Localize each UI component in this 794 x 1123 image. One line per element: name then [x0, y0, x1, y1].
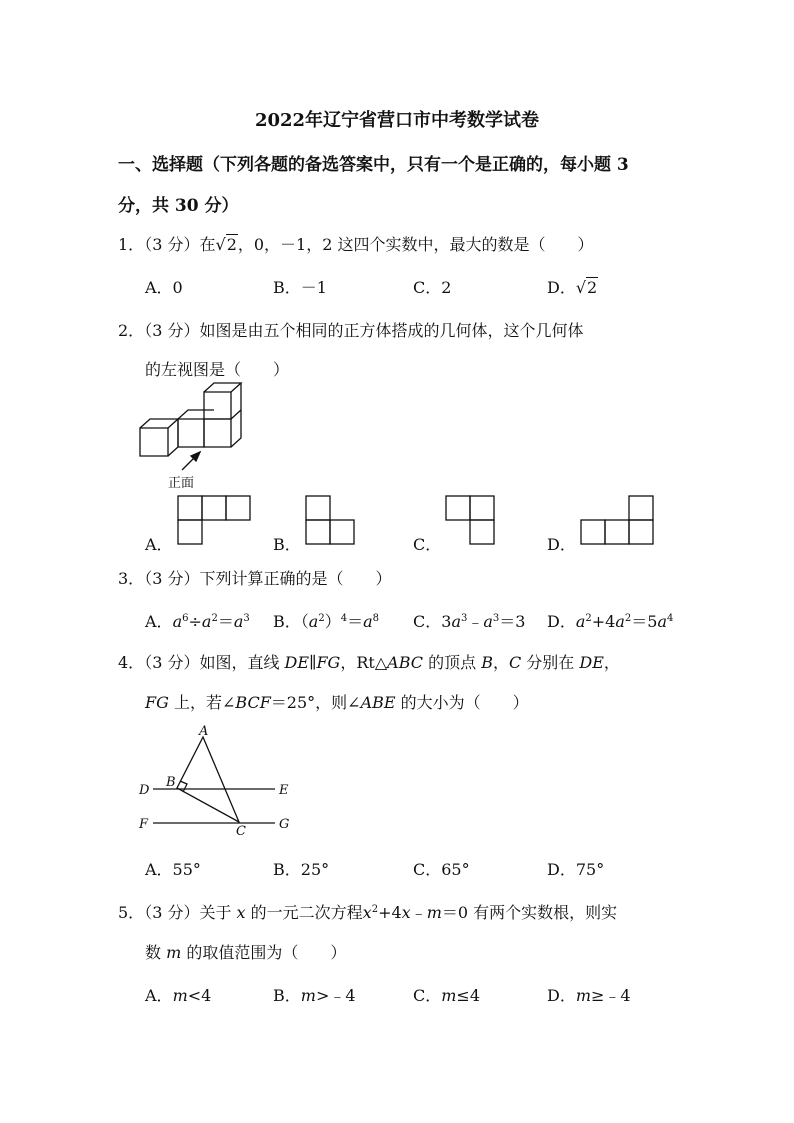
question-number: 3． [118, 569, 145, 588]
label-a: A [199, 724, 209, 739]
label-c: C [236, 824, 246, 839]
q3-option-b: B．$(a^2)^4=a^8$ [273, 612, 380, 631]
q2-option-a: A． [145, 535, 173, 554]
page-title: 2022年辽宁省营口市中考数学试卷 [254, 110, 540, 131]
q4-option-d: D．75° [547, 860, 605, 879]
q1-option-a: A．0 [145, 278, 183, 297]
question-5-line1: 5．（3 分）关于 x 的一元二次方程$x^2+4x﹣m=0$ 有两个实数根，则实 [118, 903, 618, 922]
q3-option-d: D．$a^2+4a^2=5a^4$ [547, 612, 674, 631]
question-2-line1: 2．（3 分）如图是由五个相同的正方体搭成的几何体，这个几何体 [118, 321, 584, 340]
q2-option-c: C． [413, 535, 442, 554]
q5-option-d: D．m≥﹣4 [547, 986, 631, 1005]
triangle-parallel-lines-figure [135, 722, 305, 842]
cube-side [168, 419, 178, 456]
q2-option-d: D． [547, 535, 576, 554]
cube-stack-figure [138, 390, 248, 490]
option-d-view [581, 496, 657, 546]
option-c-view [446, 496, 498, 546]
question-number: 1． [118, 235, 145, 254]
question-1: 1．（3 分）在√2，0，－1，2 这四个实数中，最大的数是（ ） [118, 235, 594, 254]
option-b-view [306, 496, 358, 546]
q4-option-a: A．55° [145, 860, 201, 879]
cube-face [204, 419, 231, 447]
q2-option-b: B． [273, 535, 301, 554]
cube-top [178, 410, 214, 419]
question-2-line2: 的左视图是（ ） [145, 360, 290, 379]
triangle-abc [177, 737, 239, 822]
cube-top [140, 419, 178, 428]
question-number: 4． [118, 653, 145, 672]
q1-option-d: D．√2 [547, 278, 598, 297]
question-5-line2: 数 m 的取值范围为（ ） [145, 943, 347, 962]
cube-edge [231, 410, 241, 419]
question-4-line2: FG 上，若∠BCF＝25°，则∠ABE 的大小为（ ） [145, 693, 529, 712]
sqrt-expression: √2 [215, 235, 237, 254]
label-d: D [139, 783, 150, 798]
label-f: F [139, 817, 149, 832]
cube-face [204, 392, 231, 419]
question-3: 3．（3 分）下列计算正确的是（ ） [118, 569, 392, 588]
front-label: 正面 [168, 476, 195, 491]
q4-option-b: B．25° [273, 860, 330, 879]
q1-option-b: B．－1 [273, 278, 327, 297]
section-header-line1: 一、选择题（下列各题的备选答案中，只有一个是正确的，每小题 3 [118, 155, 629, 175]
question-number: 5． [118, 903, 145, 922]
label-g: G [279, 817, 290, 832]
q5-option-c: C．m≤4 [413, 986, 481, 1005]
question-number: 2． [118, 321, 145, 340]
q5-option-b: B．m>﹣4 [273, 986, 356, 1005]
cube-face [140, 428, 168, 456]
section-header-line2: 分，共 30 分） [118, 196, 239, 216]
option-a-view [178, 496, 253, 546]
question-score: （3 分） [144, 235, 200, 254]
label-b: B [166, 775, 176, 790]
sqrt-expression: √2 [575, 278, 598, 297]
question-4-line1: 4．（3 分）如图，直线 DE∥FG，Rt△ABC 的顶点 B，C 分别在 DE， [118, 653, 620, 672]
q3-option-a: A．$a^6\div a^2=a^3$ [145, 612, 250, 631]
q1-option-c: C．2 [413, 278, 452, 297]
cube-top [204, 383, 241, 392]
q5-option-a: A．m<4 [145, 986, 212, 1005]
q4-option-c: C．65° [413, 860, 470, 879]
label-e: E [279, 783, 289, 798]
q3-option-c: C．$3a^3﹣a^3=3$ [413, 612, 526, 631]
cube-face [178, 419, 204, 447]
